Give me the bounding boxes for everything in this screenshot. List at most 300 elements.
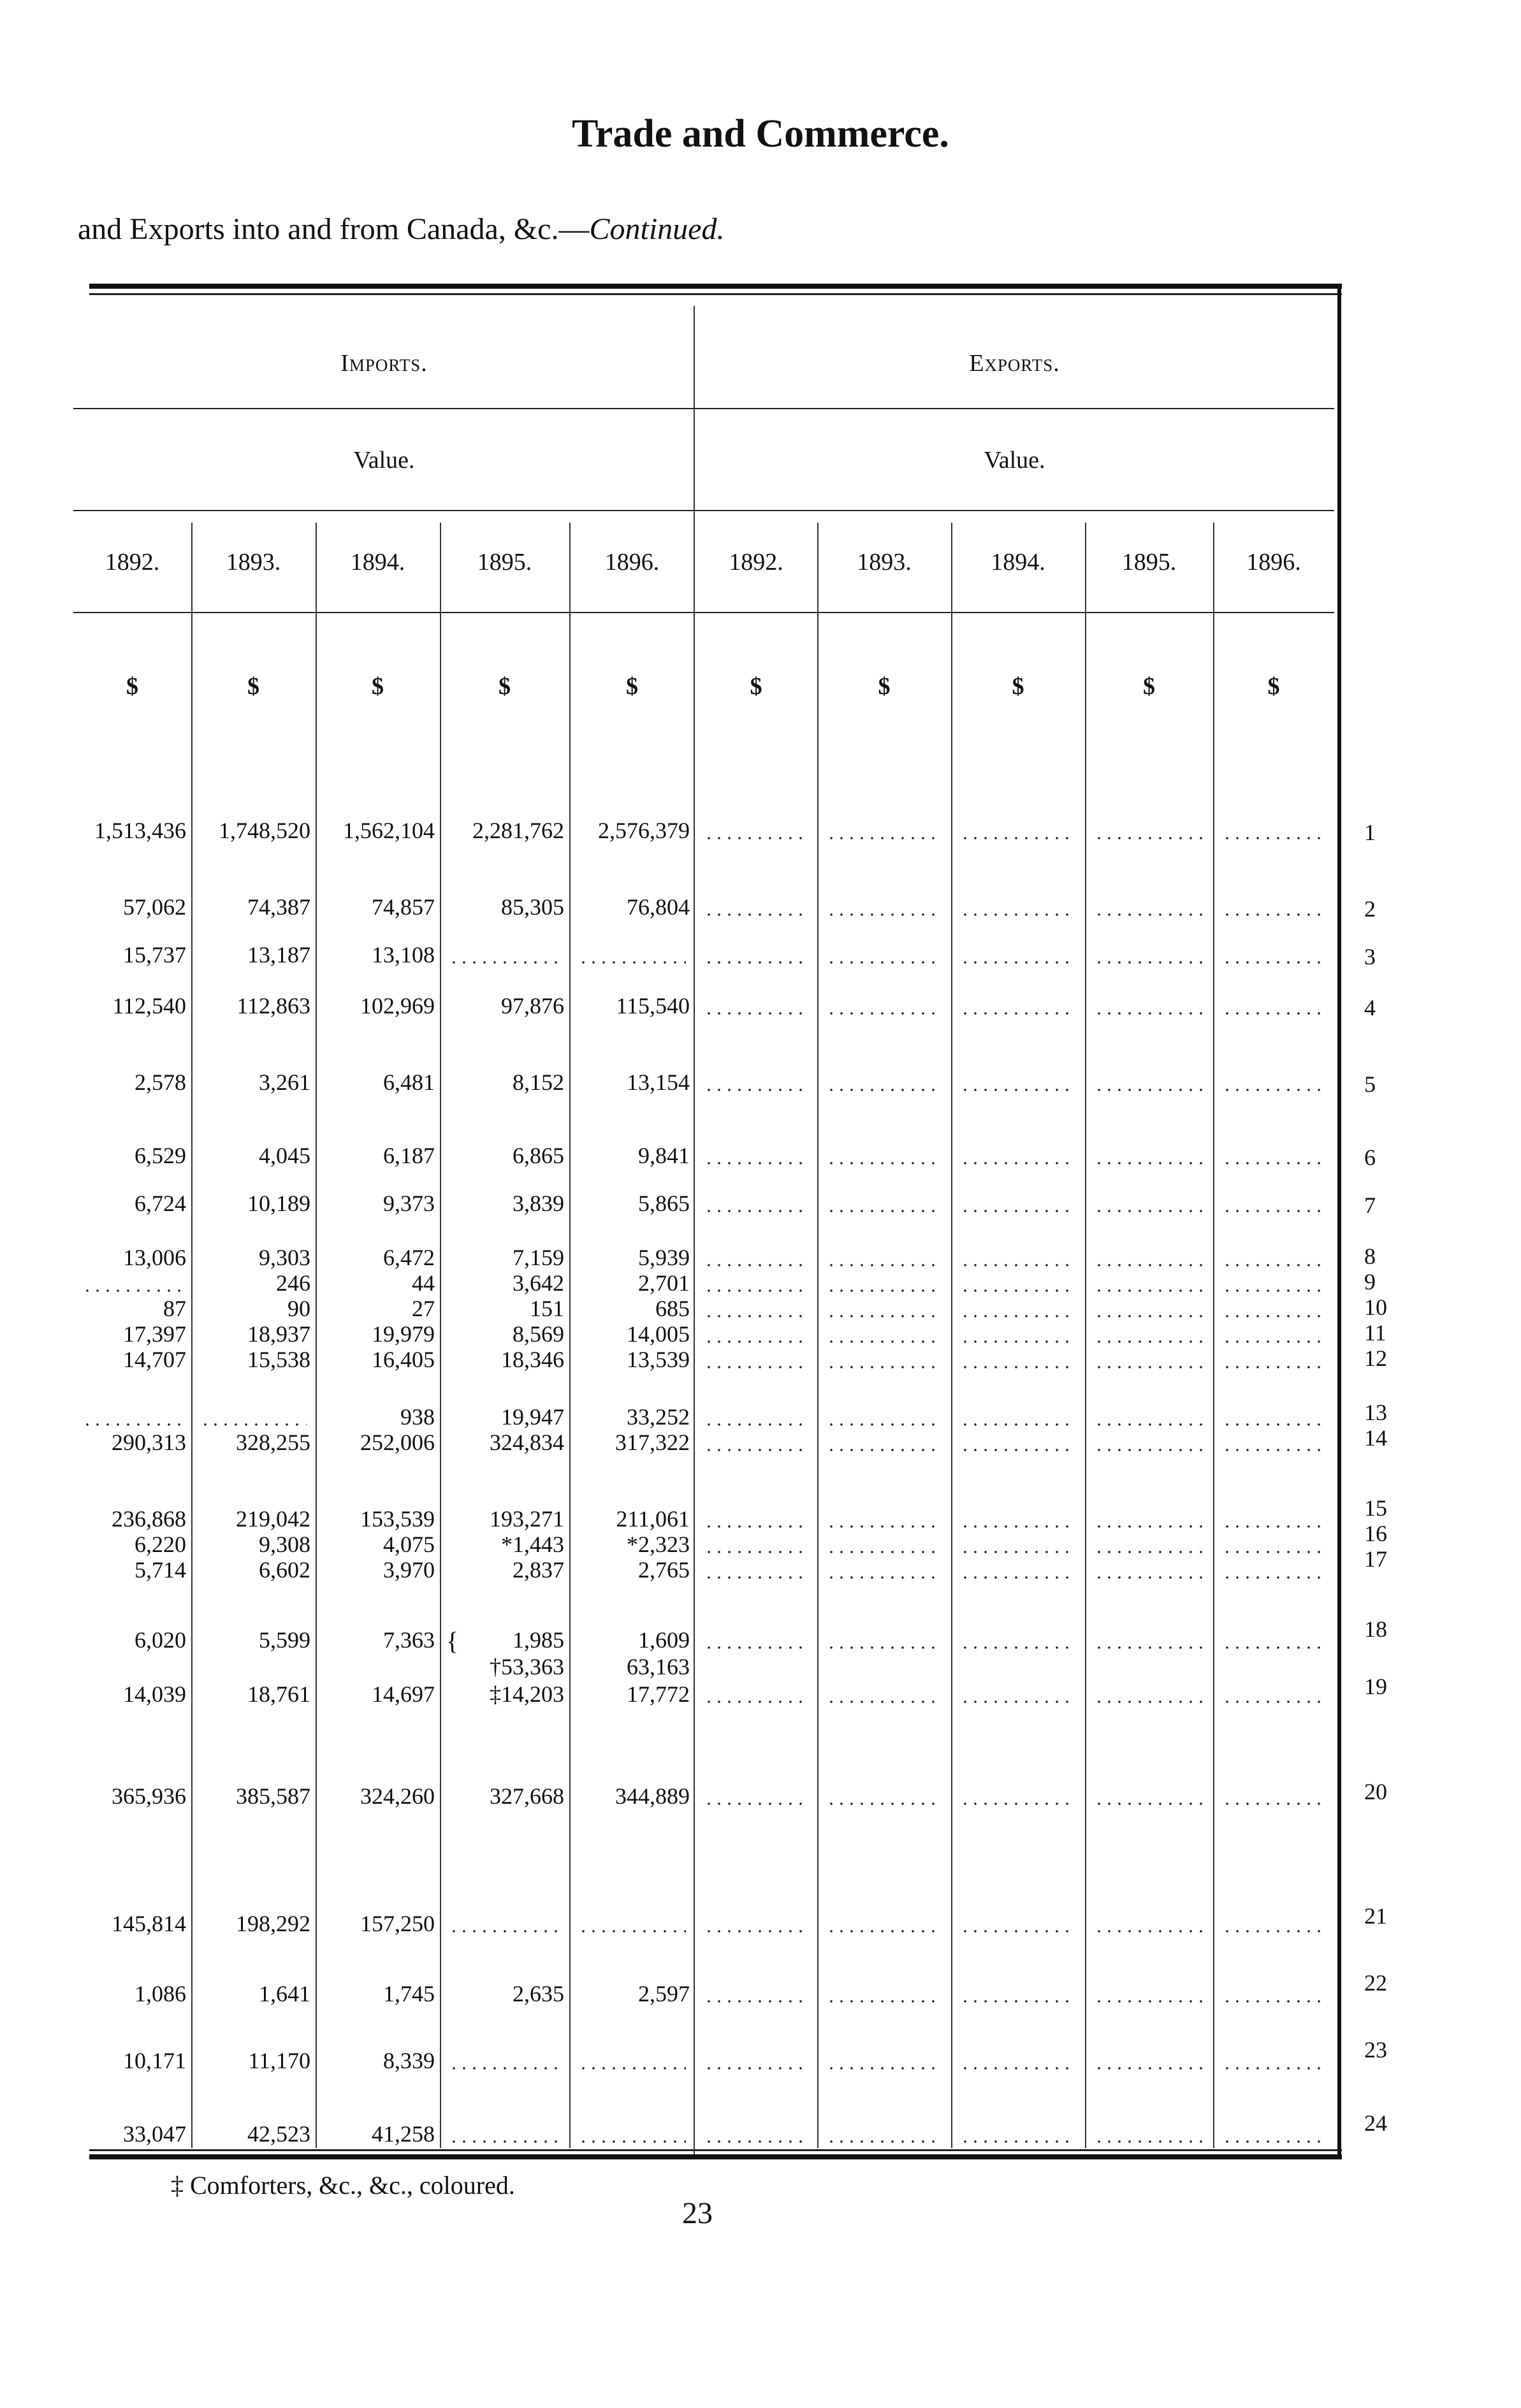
table-cell: 328,255 [236,1430,310,1455]
table-cell: 9,308 [259,1532,310,1557]
table-cell: 18,937 [247,1321,310,1347]
table-cell: 2,597 [638,1981,690,2006]
table-cell: *1,443 [501,1532,564,1557]
table-cell: 246 [276,1270,310,1296]
table-cell: 2,635 [513,1981,564,2006]
table-cell: 14,039 [123,1681,186,1707]
table-cell: 4,045 [259,1143,310,1168]
column-divider-6 [817,523,819,2148]
year-header: 1896. [1246,549,1301,576]
table-cell: 252,006 [360,1430,435,1455]
leader-dots [704,1551,808,1553]
leader-dots [960,2000,1076,2003]
table-cell: 6,481 [383,1070,435,1095]
table-cell: 3,839 [513,1191,564,1216]
leader-dots [826,1012,942,1015]
row-number: 8 [1364,1244,1376,1269]
leader-dots [1094,1449,1204,1451]
footnote: ‡ Comforters, &c., &c., coloured. [171,2171,515,2200]
table-cell: 41,258 [372,2121,435,2147]
leader-dots [826,2140,942,2143]
leader-dots [826,1930,942,1933]
leader-dots [704,1289,808,1292]
leader-dots [1094,1089,1204,1091]
leader-dots [1222,837,1325,839]
imports-header: Imports. [340,350,428,377]
leader-dots [1094,1802,1204,1805]
page-title: Trade and Commerce. [572,112,949,156]
table-cell: 33,252 [627,1404,690,1430]
leader-dots [704,1315,808,1317]
leader-dots [826,1340,942,1343]
leader-dots [1094,2140,1204,2143]
table-cell: 5,865 [638,1191,690,1216]
table-cell: 42,523 [247,2121,310,2147]
table-cell: 57,062 [123,894,186,920]
table-cell: 385,587 [236,1783,310,1809]
table-cell: 938 [400,1404,435,1430]
leader-dots [960,2067,1076,2070]
leader-dots [704,1525,808,1528]
leader-dots [1094,961,1204,964]
leader-dots [1222,913,1325,916]
currency-symbol: $ [126,673,138,700]
row-number: 23 [1364,2037,1387,2063]
leader-dots [704,1366,808,1368]
table-cell: 14,697 [372,1681,435,1707]
leader-dots [1094,1646,1204,1649]
table-cell: 157,250 [360,1911,435,1936]
column-divider-7 [951,523,952,2148]
leader-dots [1094,837,1204,839]
leader-dots [960,1802,1076,1805]
leader-dots [704,2140,808,2143]
year-header: 1894. [991,549,1045,576]
table-cell: 8,152 [513,1070,564,1095]
leader-dots [704,1012,808,1015]
leader-dots [704,1089,808,1091]
table-cell: 11,170 [248,2048,310,2073]
table-cell: 19,947 [501,1404,564,1430]
leader-dots [1222,1264,1325,1266]
table-bottom-rule-inner [89,2149,1342,2151]
table-cell: 6,602 [259,1557,310,1583]
leader-dots [1222,1012,1325,1015]
table-cell: 6,187 [383,1143,435,1168]
year-header: 1896. [604,549,660,576]
header-rule-3 [73,612,1334,613]
row-number: 15 [1364,1495,1387,1521]
table-cell: 13,154 [627,1070,690,1095]
leader-dots [704,1210,808,1212]
row-number: 19 [1364,1674,1387,1699]
brace-top: { [446,1627,459,1655]
leader-dots [826,2067,942,2070]
table-cell: 6,020 [135,1627,186,1653]
leader-dots [578,2140,686,2143]
table-cell: 198,292 [236,1911,310,1936]
table-cell: 90 [287,1296,310,1321]
leader-dots [1094,2000,1204,2003]
leader-dots [82,1423,182,1426]
table-cell: 211,061 [616,1506,690,1532]
leader-dots [578,961,686,964]
table-cell: 2,578 [135,1070,186,1095]
table-cell: 10,171 [123,2048,186,2073]
table-cell: 85,305 [501,894,564,920]
table-cell: 7,159 [513,1245,564,1270]
table-cell: 6,472 [383,1245,435,1270]
currency-symbol: $ [499,673,511,700]
leader-dots [960,1646,1076,1649]
leader-dots [1222,1366,1325,1368]
leader-dots [960,1525,1076,1528]
table-cell: 14,005 [627,1321,690,1347]
leader-dots [960,913,1076,916]
table-cell: 33,047 [123,2121,186,2147]
leader-dots [1094,1525,1204,1528]
leader-dots [704,837,808,839]
currency-symbol: $ [372,673,384,700]
table-cell: 1,641 [259,1981,310,2006]
table-cell: 76,804 [627,894,690,920]
table-cell: 1,985 [513,1627,564,1653]
table-cell: 9,373 [383,1191,435,1216]
table-cell: 5,714 [135,1557,186,1583]
leader-dots [704,961,808,964]
leader-dots [704,1576,808,1579]
leader-dots [1094,1701,1204,1703]
leader-dots [200,1423,307,1426]
table-cell: 2,576,379 [598,818,690,843]
row-number: 4 [1364,995,1376,1020]
leader-dots [704,2000,808,2003]
imports-value-label: Value. [353,447,415,474]
leader-dots [826,1551,942,1553]
table-cell: 2,281,762 [472,818,564,843]
leader-dots [960,1449,1076,1451]
year-header: 1893. [857,549,912,576]
leader-dots [1094,1012,1204,1015]
leader-dots [960,1576,1076,1579]
leader-dots [960,1930,1076,1933]
table-cell: 15,737 [123,942,186,968]
year-header: 1895. [1121,549,1177,576]
leader-dots [1094,1551,1204,1553]
leader-dots [826,1315,942,1317]
leader-dots [1222,2067,1325,2070]
leader-dots [826,913,942,916]
leader-dots [1094,1315,1204,1317]
leader-dots [960,1089,1076,1091]
leader-dots [960,1551,1076,1553]
row-number: 7 [1364,1193,1376,1218]
leader-dots [1094,1162,1204,1164]
leader-dots [826,1162,942,1164]
exports-header: Exports. [969,350,1060,377]
table-cell: 1,748,520 [219,818,310,843]
table-cell: 8,569 [513,1321,564,1347]
leader-dots [1094,1930,1204,1933]
table-cell: 7,363 [383,1627,435,1653]
table-cell: 1,086 [135,1981,186,2006]
table-cell: 13,108 [372,942,435,968]
table-cell: †53,363 [490,1654,564,1679]
row-number: 3 [1364,944,1376,969]
table-cell: 13,187 [247,942,310,968]
table-cell: 6,865 [513,1143,564,1168]
leader-dots [82,1289,182,1292]
leader-dots [960,1264,1076,1266]
table-cell: 112,863 [237,993,310,1019]
header-rule-2 [73,510,1334,511]
row-number: 5 [1364,1071,1376,1097]
table-top-rule [89,284,1342,289]
table-top-rule-inner [89,293,1342,295]
leader-dots [1222,1089,1325,1091]
table-cell: 324,260 [360,1783,435,1809]
currency-symbol: $ [878,673,891,700]
row-number: 21 [1364,1903,1387,1929]
leader-dots [1222,1930,1325,1933]
subtitle-text: and Exports into and from Canada, &c.— [78,212,590,246]
leader-dots [826,1423,942,1426]
group-divider [694,306,695,2154]
table-cell: 74,387 [247,894,310,920]
leader-dots [1222,2140,1325,2143]
year-header: 1894. [350,549,405,576]
leader-dots [826,1802,942,1805]
header-rule-1 [73,408,1334,409]
table-cell: 365,936 [112,1783,186,1809]
table-cell: 324,834 [490,1430,564,1455]
table-cell: *2,323 [627,1532,690,1557]
leader-dots [826,1366,942,1368]
table-cell: 17,772 [627,1681,690,1707]
row-number: 12 [1364,1345,1387,1371]
table-cell: ‡14,203 [490,1681,564,1707]
leader-dots [449,2140,560,2143]
table-cell: 8,339 [383,2048,435,2073]
leader-dots [704,1449,808,1451]
leader-dots [1222,1646,1325,1649]
leader-dots [1222,1701,1325,1703]
leader-dots [960,1162,1076,1164]
table-cell: 13,006 [123,1245,186,1270]
leader-dots [704,1340,808,1343]
table-cell: 3,261 [259,1070,310,1095]
table-cell: 327,668 [490,1783,564,1809]
row-number: 16 [1364,1521,1387,1546]
table-cell: 6,220 [135,1532,186,1557]
row-number: 18 [1364,1616,1387,1642]
row-number: 13 [1364,1400,1387,1425]
table-cell: 9,841 [638,1143,690,1168]
leader-dots [960,1701,1076,1703]
year-header: 1893. [226,549,281,576]
table-cell: 18,761 [247,1681,310,1707]
leader-dots [960,837,1076,839]
leader-dots [826,1525,942,1528]
year-header: 1892. [729,549,783,576]
table-cell: 3,642 [513,1270,564,1296]
leader-dots [826,2000,942,2003]
leader-dots [704,1162,808,1164]
currency-symbol: $ [750,673,762,700]
leader-dots [704,1646,808,1649]
table-cell: 18,346 [501,1347,564,1372]
leader-dots [1222,2000,1325,2003]
leader-dots [704,1930,808,1933]
row-number: 11 [1364,1320,1386,1345]
leader-dots [1222,1162,1325,1164]
table-cell: 102,969 [360,993,435,1019]
table-cell: 44 [412,1270,435,1296]
leader-dots [1094,1340,1204,1343]
table-cell: 3,970 [383,1557,435,1583]
year-header: 1895. [477,549,532,576]
table-bottom-rule [89,2154,1342,2159]
currency-symbol: $ [1143,673,1155,700]
leader-dots [960,1366,1076,1368]
leader-dots [960,961,1076,964]
table-right-rule [1337,287,1341,2158]
table-cell: 10,189 [247,1191,310,1216]
leader-dots [1222,1576,1325,1579]
row-number: 17 [1364,1546,1387,1572]
table-cell: 14,707 [123,1347,186,1372]
exports-value-label: Value. [984,447,1045,474]
row-number: 22 [1364,1970,1387,1996]
table-cell: 6,724 [135,1191,186,1216]
leader-dots [1094,2067,1204,2070]
leader-dots [704,1701,808,1703]
leader-dots [960,1012,1076,1015]
leader-dots [1094,913,1204,916]
row-number: 6 [1364,1145,1376,1170]
column-divider-9 [1213,523,1214,2148]
leader-dots [960,1315,1076,1317]
leader-dots [1094,1423,1204,1426]
currency-symbol: $ [247,673,259,700]
leader-dots [704,913,808,916]
table-cell: 17,397 [123,1321,186,1347]
leader-dots [704,2067,808,2070]
column-divider-8 [1085,523,1086,2148]
leader-dots [826,1449,942,1451]
leader-dots [1222,1802,1325,1805]
table-cell: 344,889 [615,1783,690,1809]
table-cell: 19,979 [372,1321,435,1347]
table-cell: 193,271 [490,1506,564,1532]
table-cell: 87 [163,1296,186,1321]
leader-dots [826,961,942,964]
leader-dots [704,1264,808,1266]
leader-dots [1222,1423,1325,1426]
leader-dots [1094,1264,1204,1266]
table-cell: 1,513,436 [94,818,186,843]
leader-dots [704,1802,808,1805]
table-cell: 13,539 [627,1347,690,1372]
leader-dots [1094,1210,1204,1212]
leader-dots [1222,1289,1325,1292]
row-number: 24 [1364,2110,1387,2136]
table-cell: 153,539 [360,1506,435,1532]
table-cell: 2,765 [638,1557,690,1583]
leader-dots [449,1930,560,1933]
currency-symbol: $ [626,673,638,700]
table-cell: 5,939 [638,1245,690,1270]
table-cell: 151 [530,1296,564,1321]
currency-symbol: $ [1267,673,1280,700]
table-cell: 9,303 [259,1245,310,1270]
table-cell: 685 [655,1296,690,1321]
table-cell: 290,313 [112,1430,186,1455]
subtitle-continued: Continued. [589,212,725,246]
row-number: 1 [1364,820,1376,845]
leader-dots [1222,1525,1325,1528]
row-number: 2 [1364,896,1376,922]
table-cell: 2,837 [513,1557,564,1583]
row-number: 10 [1364,1295,1387,1320]
leader-dots [1222,1551,1325,1553]
table-cell: 5,599 [259,1627,310,1653]
row-number: 9 [1364,1269,1376,1295]
leader-dots [826,1089,942,1091]
leader-dots [578,1930,686,1933]
table-cell: 1,562,104 [343,818,435,843]
leader-dots [1222,1315,1325,1317]
leader-dots [826,1210,942,1212]
table-cell: 1,609 [638,1627,690,1653]
leader-dots [960,1210,1076,1212]
currency-symbol: $ [1012,673,1024,700]
leader-dots [826,1264,942,1266]
table-cell: 6,529 [135,1143,186,1168]
table-cell: 74,857 [372,894,435,920]
leader-dots [826,1646,942,1649]
leader-dots [1222,961,1325,964]
table-cell: 15,538 [247,1347,310,1372]
table-cell: 27 [412,1296,435,1321]
leader-dots [1222,1210,1325,1212]
leader-dots [960,2140,1076,2143]
leader-dots [826,1289,942,1292]
leader-dots [960,1340,1076,1343]
table-cell: 317,322 [615,1430,690,1455]
table-cell: 1,745 [383,1981,435,2006]
leader-dots [826,1701,942,1703]
leader-dots [960,1289,1076,1292]
table-cell: 63,163 [627,1654,690,1679]
table-cell: 115,540 [616,993,690,1019]
table-cell: 97,876 [501,993,564,1019]
leader-dots [1094,1289,1204,1292]
leader-dots [826,837,942,839]
leader-dots [1222,1449,1325,1451]
row-number: 20 [1364,1779,1387,1804]
leader-dots [449,2067,560,2070]
leader-dots [704,1423,808,1426]
leader-dots [960,1423,1076,1426]
table-cell: 16,405 [372,1347,435,1372]
leader-dots [826,1576,942,1579]
table-cell: 236,868 [112,1506,186,1532]
leader-dots [449,961,560,964]
table-cell: 219,042 [236,1506,310,1532]
leader-dots [1222,1340,1325,1343]
table-cell: 112,540 [112,993,186,1019]
